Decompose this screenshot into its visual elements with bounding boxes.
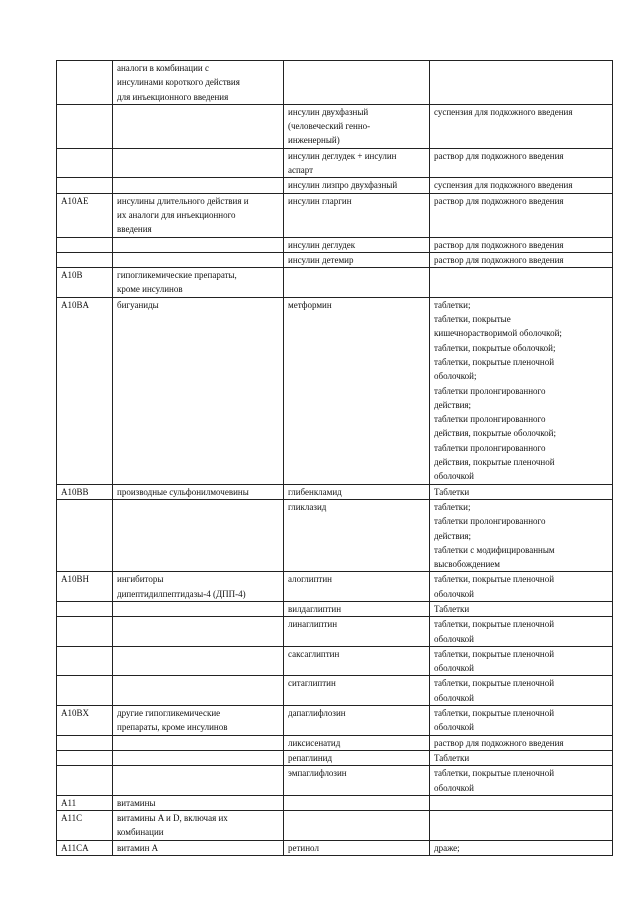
- group-name-cell: другие гипогликемические препараты, кроме инсулинов: [113, 706, 284, 736]
- drug-name-cell: метформин: [284, 297, 430, 484]
- atc-code-cell: [57, 252, 113, 267]
- group-name-cell: [113, 601, 284, 616]
- group-name-cell: [113, 499, 284, 571]
- drug-name-cell: [284, 795, 430, 810]
- drug-name-cell: ретинол: [284, 840, 430, 855]
- group-name-cell: [113, 178, 284, 193]
- drug-name-cell: дапаглифлозин: [284, 706, 430, 736]
- drug-name-cell: эмпаглифлозин: [284, 766, 430, 796]
- table-row: [57, 811, 613, 841]
- atc-code-cell: [57, 178, 113, 193]
- atc-code-cell: [57, 676, 113, 706]
- atc-code-cell: A10BX: [57, 706, 113, 736]
- group-name-cell: [113, 676, 284, 706]
- table-row: [57, 572, 613, 602]
- atc-code-cell: [57, 148, 113, 178]
- atc-code-cell: [57, 646, 113, 676]
- table-row: [57, 646, 613, 676]
- dosage-form-cell: суспензия для подкожного введения: [430, 104, 613, 148]
- group-name-cell: [113, 766, 284, 796]
- dosage-form-cell: раствор для подкожного введения: [430, 252, 613, 267]
- drug-name-cell: вилдаглиптин: [284, 601, 430, 616]
- dosage-form-cell: таблетки, покрытые пленочной оболочкой: [430, 572, 613, 602]
- table-row: [57, 766, 613, 796]
- group-name-cell: гипогликемические препараты, кроме инсулинов: [113, 268, 284, 298]
- group-name-cell: бигуаниды: [113, 297, 284, 484]
- group-name-cell: [113, 237, 284, 252]
- atc-code-cell: A10BA: [57, 297, 113, 484]
- table-row: [57, 735, 613, 750]
- dosage-form-cell: таблетки; таблетки, покрытые кишечнорастворимой оболочкой; таблетки, покрытые оболочкой; таблетки, покрытые пленочной оболочкой; таблетки пролонгированного действия; таблетки пролонгированного действия, покрытые оболочкой; таблетки пролонгированного действия, покрытые пленочной оболочкой: [430, 297, 613, 484]
- table-row: [57, 148, 613, 178]
- drug-name-cell: ситаглиптин: [284, 676, 430, 706]
- dosage-form-cell: [430, 268, 613, 298]
- dosage-form-cell: Таблетки: [430, 484, 613, 499]
- group-name-cell: витамин A: [113, 840, 284, 855]
- table-row: [57, 104, 613, 148]
- drug-name-cell: [284, 61, 430, 105]
- group-name-cell: аналоги в комбинации с инсулинами короткого действия для инъекционного введения: [113, 61, 284, 105]
- dosage-form-cell: Таблетки: [430, 750, 613, 765]
- group-name-cell: витамины: [113, 795, 284, 810]
- table-row: [57, 750, 613, 765]
- dosage-form-cell: Таблетки: [430, 601, 613, 616]
- atc-code-cell: [57, 499, 113, 571]
- dosage-form-cell: раствор для подкожного введения: [430, 148, 613, 178]
- atc-code-cell: A10BB: [57, 484, 113, 499]
- table-row: [57, 601, 613, 616]
- drug-name-cell: [284, 268, 430, 298]
- table-row: [57, 617, 613, 647]
- group-name-cell: производные сульфонилмочевины: [113, 484, 284, 499]
- atc-code-cell: [57, 766, 113, 796]
- atc-code-cell: [57, 617, 113, 647]
- drug-name-cell: саксаглиптин: [284, 646, 430, 676]
- drug-name-cell: инсулин деглудек: [284, 237, 430, 252]
- table-row: [57, 840, 613, 855]
- drug-name-cell: линаглиптин: [284, 617, 430, 647]
- atc-code-cell: [57, 104, 113, 148]
- atc-code-cell: A10B: [57, 268, 113, 298]
- drug-name-cell: инсулин гларгин: [284, 193, 430, 237]
- group-name-cell: ингибиторы дипептидилпептидазы-4 (ДПП-4): [113, 572, 284, 602]
- dosage-form-cell: таблетки, покрытые пленочной оболочкой: [430, 617, 613, 647]
- drug-name-cell: глибенкламид: [284, 484, 430, 499]
- atc-code-cell: [57, 601, 113, 616]
- drug-name-cell: инсулин детемир: [284, 252, 430, 267]
- dosage-form-cell: раствор для подкожного введения: [430, 237, 613, 252]
- group-name-cell: инсулины длительного действия и их аналоги для инъекционного введения: [113, 193, 284, 237]
- group-name-cell: [113, 252, 284, 267]
- group-name-cell: [113, 617, 284, 647]
- drug-name-cell: алоглиптин: [284, 572, 430, 602]
- drug-table-body: [57, 61, 613, 856]
- drug-name-cell: ликсисенатид: [284, 735, 430, 750]
- atc-code-cell: A11C: [57, 811, 113, 841]
- table-row: [57, 795, 613, 810]
- dosage-form-cell: таблетки, покрытые пленочной оболочкой: [430, 706, 613, 736]
- group-name-cell: витамины A и D, включая их комбинации: [113, 811, 284, 841]
- drug-name-cell: инсулин деглудек + инсулин аспарт: [284, 148, 430, 178]
- atc-code-cell: [57, 237, 113, 252]
- table-row: [57, 499, 613, 571]
- drug-name-cell: инсулин лизпро двухфазный: [284, 178, 430, 193]
- group-name-cell: [113, 104, 284, 148]
- dosage-form-cell: таблетки, покрытые пленочной оболочкой: [430, 646, 613, 676]
- group-name-cell: [113, 148, 284, 178]
- group-name-cell: [113, 646, 284, 676]
- dosage-form-cell: суспензия для подкожного введения: [430, 178, 613, 193]
- drug-name-cell: гликлазид: [284, 499, 430, 571]
- table-row: [57, 193, 613, 237]
- atc-code-cell: A10AE: [57, 193, 113, 237]
- table-row: [57, 268, 613, 298]
- table-row: [57, 676, 613, 706]
- table-row: [57, 178, 613, 193]
- group-name-cell: [113, 750, 284, 765]
- table-row: [57, 252, 613, 267]
- dosage-form-cell: [430, 811, 613, 841]
- dosage-form-cell: раствор для подкожного введения: [430, 193, 613, 237]
- drug-name-cell: [284, 811, 430, 841]
- table-row: [57, 61, 613, 105]
- dosage-form-cell: [430, 61, 613, 105]
- drug-name-cell: репаглинид: [284, 750, 430, 765]
- atc-code-cell: A10BH: [57, 572, 113, 602]
- dosage-form-cell: раствор для подкожного введения: [430, 735, 613, 750]
- dosage-form-cell: таблетки, покрытые пленочной оболочкой: [430, 766, 613, 796]
- atc-code-cell: [57, 61, 113, 105]
- group-name-cell: [113, 735, 284, 750]
- drug-name-cell: инсулин двухфазный (человеческий генно- инженерный): [284, 104, 430, 148]
- drug-table: [56, 60, 613, 856]
- atc-code-cell: A11: [57, 795, 113, 810]
- table-row: [57, 484, 613, 499]
- table-row: [57, 706, 613, 736]
- atc-code-cell: [57, 735, 113, 750]
- dosage-form-cell: драже;: [430, 840, 613, 855]
- dosage-form-cell: таблетки, покрытые пленочной оболочкой: [430, 676, 613, 706]
- atc-code-cell: A11CA: [57, 840, 113, 855]
- atc-code-cell: [57, 750, 113, 765]
- dosage-form-cell: таблетки; таблетки пролонгированного действия; таблетки с модифицированным высвобождением: [430, 499, 613, 571]
- table-row: [57, 297, 613, 484]
- table-row: [57, 237, 613, 252]
- dosage-form-cell: [430, 795, 613, 810]
